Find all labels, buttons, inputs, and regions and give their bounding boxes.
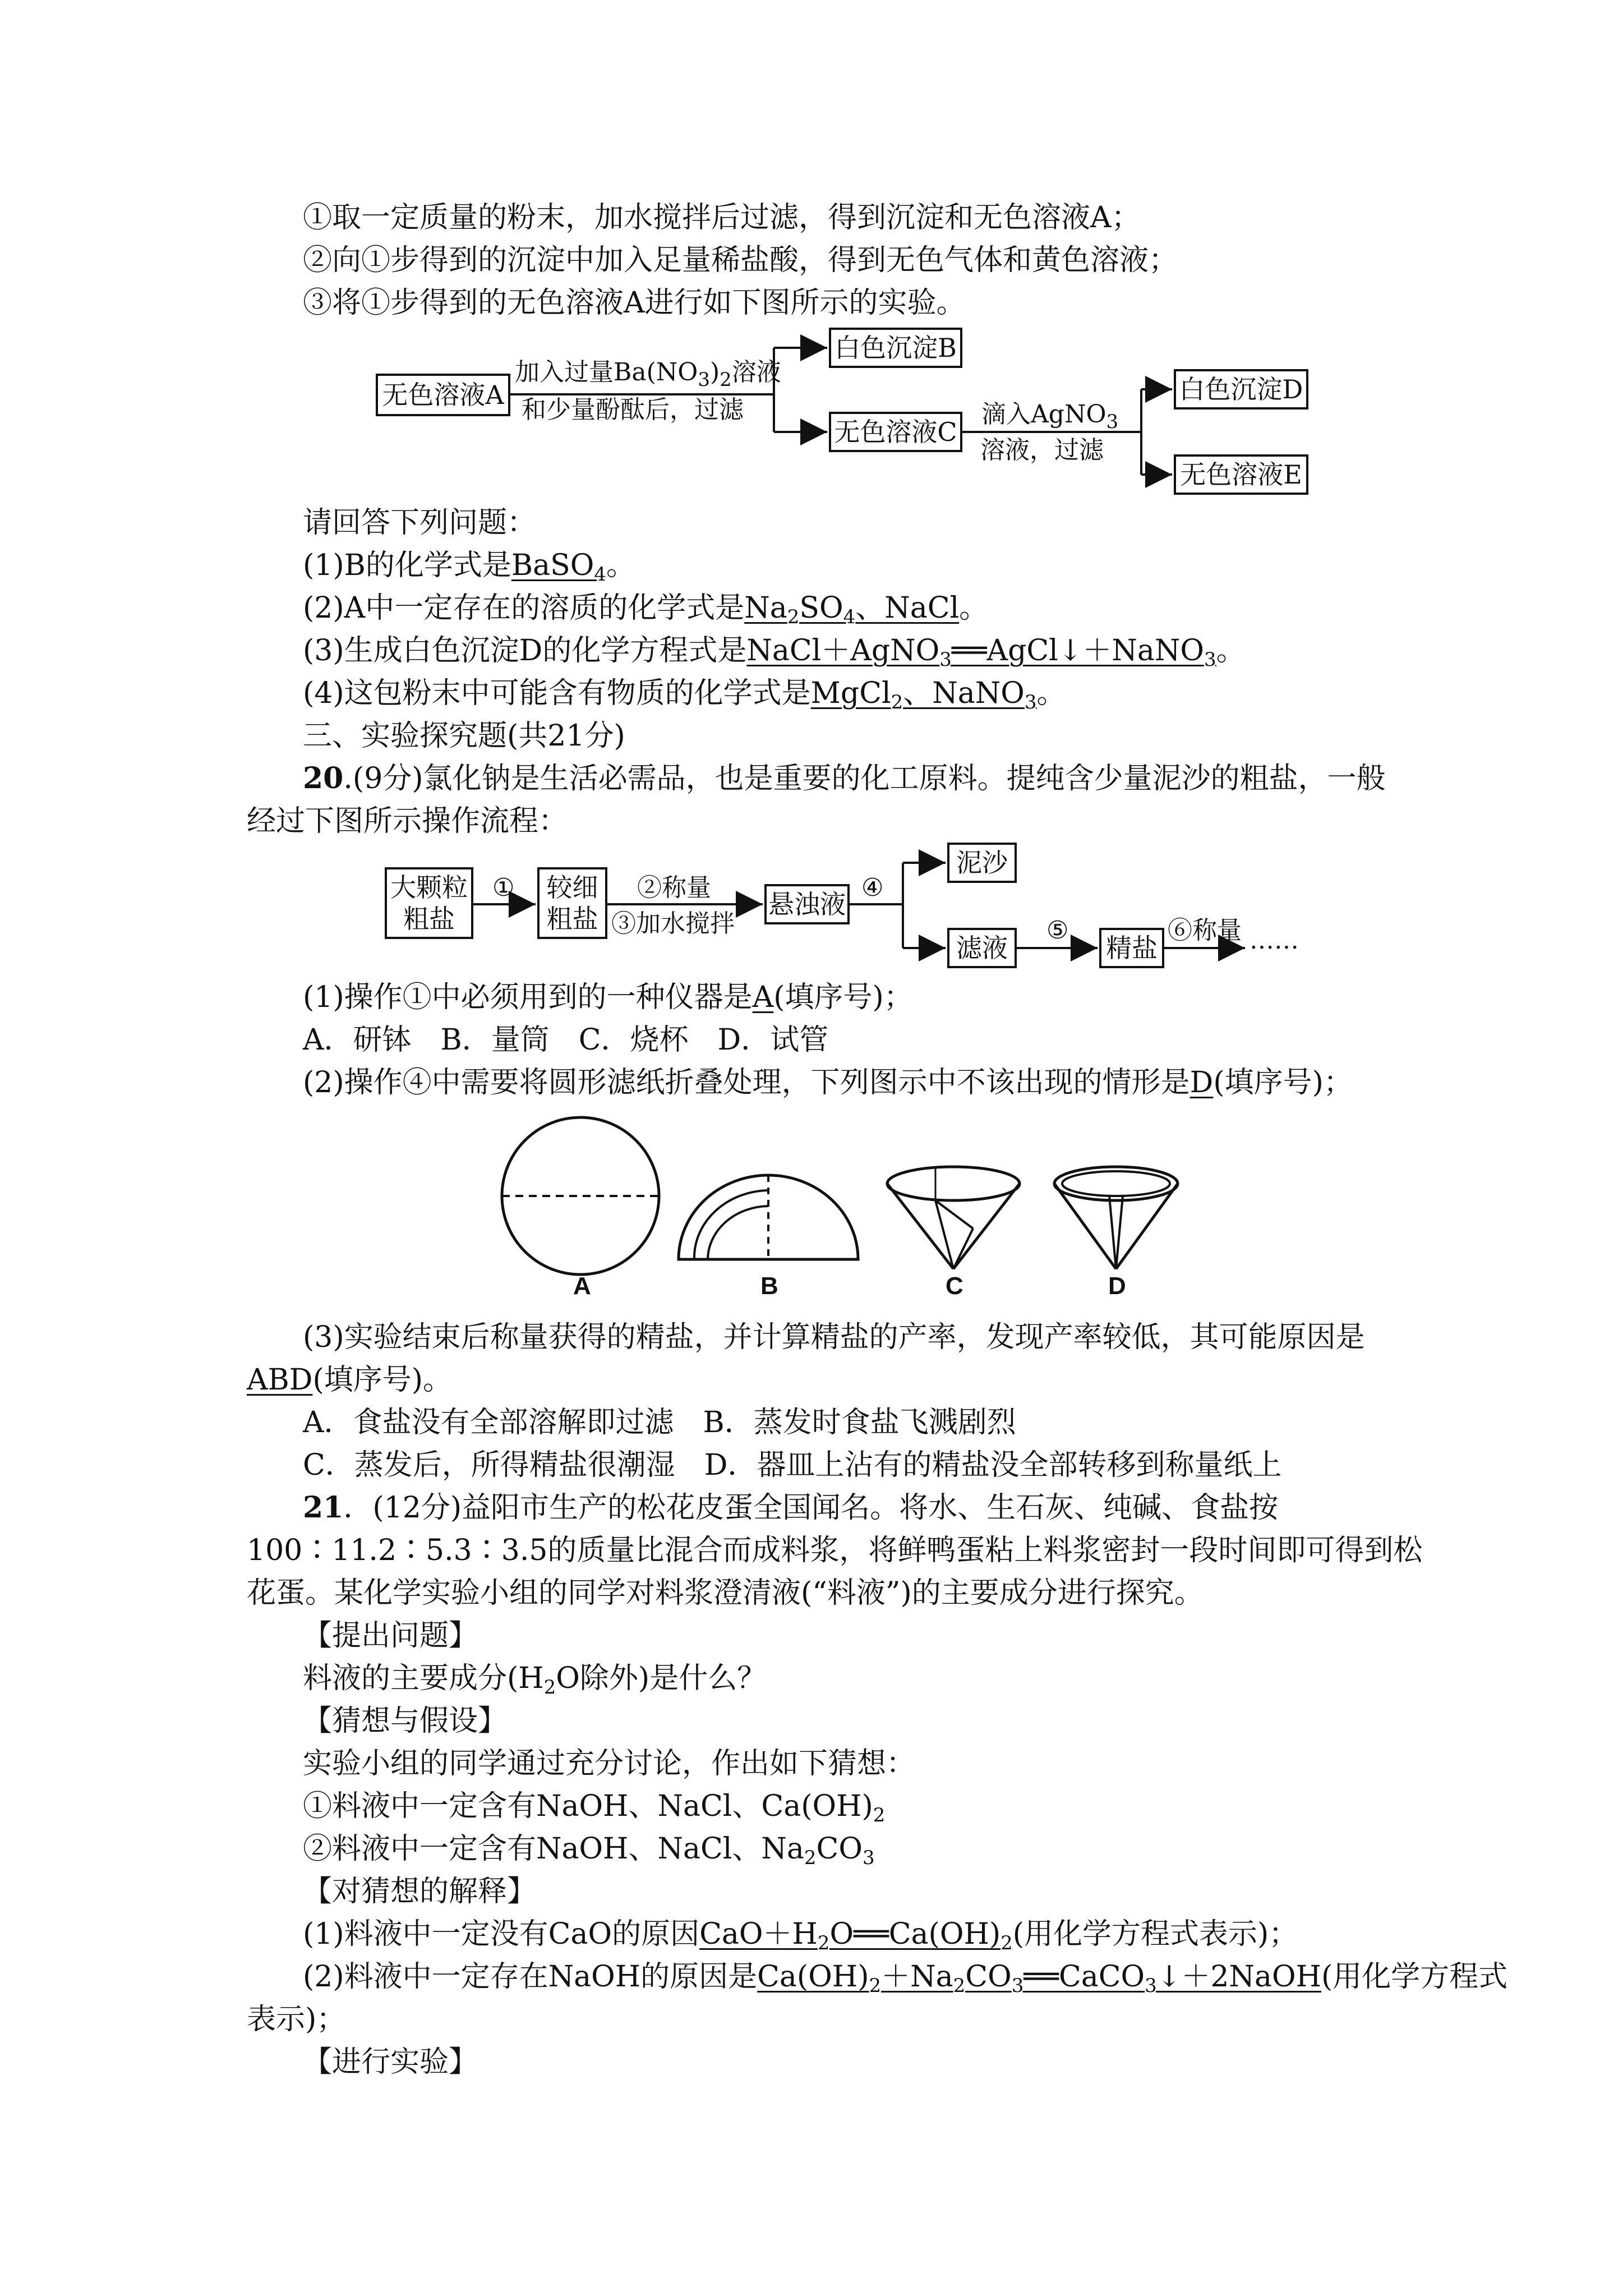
q21-explain-2: (2)料液中一定存在NaOH的原因是$Ca(OH)_2+Na_2CO_3══CaCO_3↓+2NaOH$(用化学方程式 [303,1960,1508,1997]
q21-explain-2-line2: 表示)； [247,2003,346,2036]
q20-part3-options-1: A．食盐没有全部溶解即过滤 B．蒸发时食盐飞溅剧烈 [303,1406,1016,1439]
step-2: ②向①步得到的沉淀中加入足量稀盐酸，得到无色气体和黄色溶液； [303,243,1178,277]
q20-part3-options-2: C．蒸发后，所得精盐很潮湿 D．器皿上沾有的精盐没全部转移到称量纸上 [303,1448,1282,1482]
figure-label-d: D [1108,1272,1126,1300]
flow2-box-filtrate: 滤液 [947,928,1017,968]
box-solution-a: 无色溶液A [376,374,510,416]
q20-part3-answer: ABD(填序号)。 [247,1363,453,1397]
q21-line2: 100∶11.2∶5.3∶3.5的质量比混合而成料浆，将鲜鸭蛋粘上料浆密封一段时间即可得到松 [247,1534,1423,1567]
q19-part1: (1)B的化学式是BaSO$_4$。 [303,549,635,586]
arrow2-top-label: 滴入AgNO$_3$ [981,400,1119,433]
q21-line3: 花蛋。某化学实验小组的同学对料浆澄清液(“料液”)的主要成分进行探究。 [247,1576,1204,1610]
q19-part4: (4)这包粉末中可能含有物质的化学式是MgCl$_2$、NaNO$_3$。 [303,677,1066,714]
flow2-box-fine-salt: 较细 粗盐 [537,867,607,939]
box-precipitate-d: 白色沉淀D [1174,369,1308,409]
q21-line1: 21．(12分)益阳市生产的松花皮蛋全国闻名。将水、生石灰、纯碱、食盐按 [303,1490,1279,1525]
step-3: ③将①步得到的无色溶液A进行如下图所示的实验。 [303,286,966,320]
box-solution-e: 无色溶液E [1174,454,1308,495]
q20-title: 20.(9分)氯化钠是生活必需品，也是重要的化工原料。提纯含少量泥沙的粗盐，一般 [303,761,1386,795]
q20-part3: (3)实验结束后称量获得的精盐，并计算精盐的产率，发现产率较低，其可能原因是 [303,1320,1365,1354]
q19-part3: (3)生成白色沉淀D的化学方程式是NaCl＋AgNO$_3$══AgCl↓＋NaNO$_3$。 [303,634,1246,671]
q21-question: 料液的主要成分($H_2O$除外)是什么？ [303,1662,767,1699]
q19-intro: 请回答下列问题： [303,506,537,540]
arrow2-bottom-label: 溶液，过滤 [980,436,1104,464]
flow2-step-3: ③加水搅拌 [611,909,735,938]
q21-guess-1: ①料液中一定含有NaOH、NaCl、$Ca(OH)_2$ [303,1789,886,1826]
step-1: ①取一定质量的粉末，加水搅拌后过滤，得到沉淀和无色溶液A； [303,201,1141,234]
q21-guess-2: ②料液中一定含有NaOH、NaCl、$Na_2CO_3$ [303,1832,875,1869]
box-solution-c: 无色溶液C [829,412,962,452]
section-3-heading: 三、实验探究题(共21分) [303,719,625,753]
flow2-step-5: ⑤ [1046,916,1069,945]
flow2-step-4: ④ [861,873,884,902]
flow2-box-suspension: 悬浊液 [764,884,850,924]
figure-c-cone [887,1167,1020,1269]
flow2-ellipsis: …… [1249,926,1299,955]
heading-hypothesis: 【猜想与假设】 [303,1704,508,1738]
figure-label-a: A [573,1272,591,1300]
heading-experiment: 【进行实验】 [303,2045,478,2079]
figure-a-circle [502,1117,659,1274]
q20-title-line2: 经过下图所示操作流程： [247,804,568,838]
arrow1-top-label: 加入过量$Ba(NO_3)_2$溶液 [515,358,781,391]
heading-explanation: 【对猜想的解释】 [303,1875,537,1908]
figure-b-semicircle [679,1175,858,1259]
figure-label-c: C [946,1272,963,1300]
arrow1-bottom-label: 和少量酚酞后，过滤 [522,395,744,424]
q21-explain-1: (1)料液中一定没有CaO的原因$CaO+H_2O══Ca(OH)_2$(用化学方程式表示)； [303,1917,1298,1954]
q19-part2: (2)A中一定存在的溶质的化学式是$Na_2SO_4$、NaCl。 [303,591,989,628]
flow2-step-6: ⑥称量 [1168,916,1242,945]
q21-guess-intro: 实验小组的同学通过充分讨论，作出如下猜想： [303,1747,916,1780]
q20-part2: (2)操作④中需要将圆形滤纸折叠处理，下列图示中不该出现的情形是D(填序号)； [303,1066,1353,1099]
flow2-box-refined-salt: 精盐 [1099,928,1164,968]
flow2-box-coarse-salt: 大颗粒 粗盐 [385,867,473,939]
flow2-step-2: ②称量 [637,873,711,902]
box-precipitate-b: 白色沉淀B [829,328,962,368]
figure-d-cone [1054,1167,1178,1269]
q20-part1-options: A．研钵 B．量筒 C．烧杯 D．试管 [303,1023,829,1057]
heading-question: 【提出问题】 [303,1619,478,1653]
flow2-box-sediment: 泥沙 [947,843,1017,883]
figure-label-b: B [760,1272,778,1300]
q20-part1: (1)操作①中必须用到的一种仪器是A(填序号)； [303,981,913,1014]
flow2-step-1: ① [492,873,515,902]
